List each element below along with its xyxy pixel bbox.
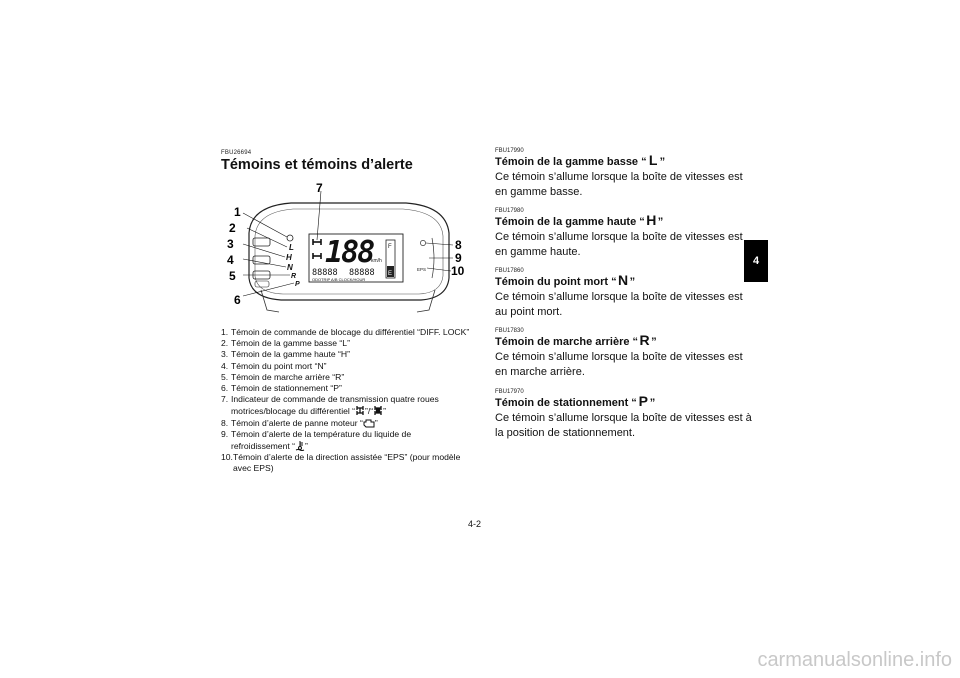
section-code: FBU17970 [495,389,524,395]
section-body: Ce témoin s’allume lorsque la boîte de vitesses est à la position de stationnement. [495,412,752,439]
page-number: 4-2 [468,519,482,529]
legend-item: 1. Témoin de commande de blocage du différentiel “DIFF. LOCK” [221,327,470,337]
gear-letter-r: R [291,273,297,280]
legend-item: 10. Témoin d’alerte de la direction assistée “EPS” (pour modèle avec EPS) [221,452,461,474]
section-code: FBU17980 [495,208,524,214]
figure-legend [221,327,471,475]
section-heading: Témoin de la gamme basse “ L ” [495,152,666,168]
section-heading: Témoin de la gamme haute “H” [495,212,664,228]
gear-glyph-p: P [638,393,648,409]
section-title: Témoins et témoins d’alerte [221,157,413,173]
section-code: FBU17990 [495,148,524,154]
section-body: Ce témoin s’allume lorsque la boîte de vitesses est en marche arrière. [495,351,743,378]
section-code: FBU17860 [495,268,524,274]
legend-item: 7. Indicateur de commande de transmission quatre roues motrices/blocage du différentiel “ ”/“ ” [221,394,439,417]
section-low-range [495,148,755,200]
speed-digits: 188 [325,235,374,270]
section-park [495,389,755,441]
engine-icon [363,419,375,428]
instrument-panel-figure [221,178,471,318]
callout-5: 5 [229,269,236,283]
gear-letter-p: P [295,281,300,288]
callout-9: 9 [455,251,462,265]
gear-glyph-r: R [639,332,650,348]
coolant-temperature-icon [295,440,305,451]
fuel-full-label: F [388,244,392,250]
instrument-panel-illustration [221,178,471,318]
callout-1: 1 [234,205,241,219]
section-body: Ce témoin s’allume lorsque la boîte de vitesses est au point mort. [495,291,743,318]
callout-10: 10 [451,264,465,278]
gear-letter-n: N [287,263,293,272]
callout-4: 4 [227,253,234,267]
callout-2: 2 [229,221,236,235]
section-high-range [495,208,755,260]
legend-item: 3. Témoin de la gamme haute “H” [221,349,350,360]
callout-7: 7 [316,181,323,195]
legend-item: 4. Témoin du point mort “N” [221,360,327,371]
diff-lock-indicator-icon [287,235,293,241]
gear-glyph-n: N [618,272,629,288]
diff-lock-icon [373,405,383,416]
engine-warning-icon [420,240,425,245]
legend-item: 5. Témoin de marche arrière “R” [221,371,345,382]
section-heading: Témoin du point mort “N” [495,272,636,288]
odometer-digits-left: 88888 [312,268,338,278]
odometer-labels: ODOTRIP A/B CLOCK/HOUR [312,277,366,282]
section-code: FBU26694 [221,150,252,156]
callout-3: 3 [227,237,234,251]
section-code: FBU17830 [495,328,524,334]
legend-item: 9. Témoin d’alerte de la température du liquide de refroidissement “ ” [221,428,412,452]
section-reverse [495,328,755,380]
eps-label: EPS [417,267,427,272]
gear-letter-h: H [286,253,292,262]
section-body: Ce témoin s’allume lorsque la boîte de vitesses est en gamme haute. [495,231,743,258]
section-neutral [495,268,755,320]
gear-glyph-l: L [648,152,658,168]
chapter-tab: 4 [744,240,768,282]
legend-item: 2. Témoin de la gamme basse “L” [221,338,350,349]
gear-glyph-h: H [646,212,657,228]
section-heading: Témoin de stationnement “ P ” [495,393,656,409]
gear-letter-l: L [289,243,294,252]
callout-8: 8 [455,238,462,252]
watermark: carmanualsonline.info [757,649,952,671]
legend-item: 8. Témoin d’alerte de panne moteur “ ” [221,417,378,428]
section-body: Ce témoin s’allume lorsque la boîte de vitesses est en gamme basse. [495,171,743,198]
callout-6: 6 [234,293,241,307]
four-wheel-drive-icon [355,405,365,416]
legend-item: 6. Témoin de stationnement “P” [221,383,342,394]
odometer-digits-right: 88888 [349,268,375,278]
fuel-empty-label: E [388,271,393,277]
four-wheel-drive-icon [313,239,321,259]
speed-unit: km/h [371,258,382,264]
section-heading: Témoin de marche arrière “R” [495,332,657,348]
